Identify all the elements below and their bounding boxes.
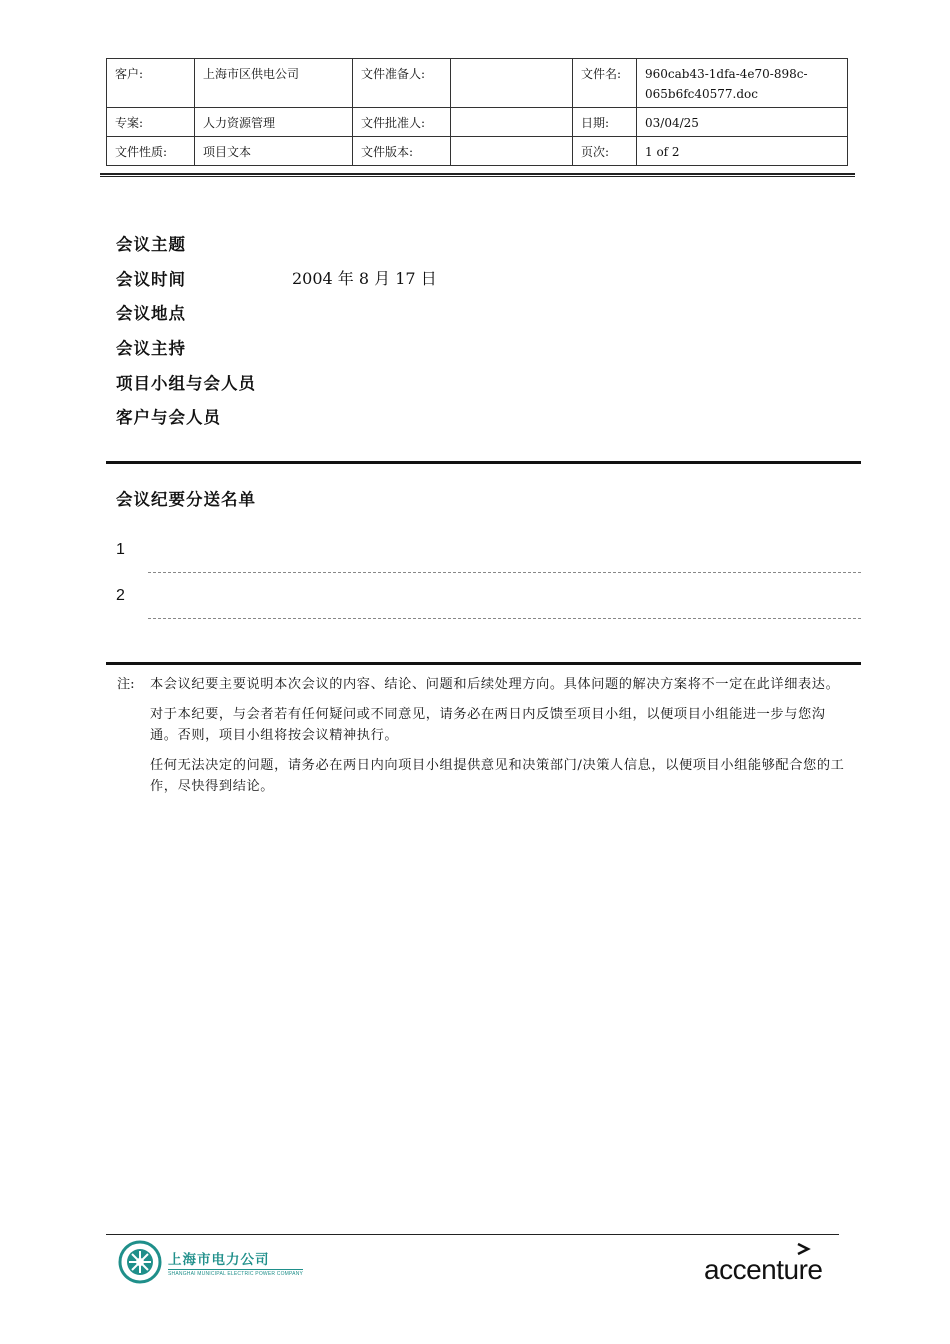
section-divider-top <box>106 461 861 464</box>
document-header-table <box>106 58 848 166</box>
preparer-label: 文件准备人: <box>353 59 451 108</box>
meeting-info <box>116 226 437 434</box>
meeting-topic-label: 会议主题 <box>116 235 186 255</box>
accenture-logo <box>704 1242 834 1286</box>
distribution-item-2: 2 <box>116 587 125 604</box>
note-paragraph-2: 对于本纪要，与会者若有任何疑问或不同意见，请务必在两日内反馈至项目小组，以便项目小组能进一步与您沟通。否则，项目小组将按会议精神执行。 <box>150 707 826 743</box>
client-attendees-row <box>116 399 437 434</box>
meeting-time-label: 会议时间 <box>116 269 186 289</box>
nature-label: 文件性质: <box>107 137 195 166</box>
preparer-value <box>451 59 573 108</box>
approver-value <box>451 108 573 137</box>
shanghai-power-logo <box>118 1240 303 1284</box>
distribution-item-1: 1 <box>116 541 125 558</box>
header-double-rule <box>100 173 855 177</box>
distribution-title: 会议纪要分送名单 <box>116 490 256 509</box>
header-row-2 <box>107 108 848 137</box>
approver-label: 文件批准人: <box>353 108 451 137</box>
team-attendees-label: 项目小组与会人员 <box>116 373 256 393</box>
date-value: 03/04/25 <box>637 108 848 137</box>
power-company-name-en: SHANGHAI MUNICIPAL ELECTRIC POWER COMPANY <box>168 1270 304 1277</box>
meeting-place-row <box>116 295 437 330</box>
power-company-name-cn: 上海市电力公司 <box>168 1251 270 1268</box>
header-row-1 <box>107 59 848 108</box>
note-paragraph-3: 任何无法决定的问题，请务必在两日内向项目小组提供意见和决策部门/决策人信息，以便项目小组能够配合您的工作，尽快得到结论。 <box>150 758 845 794</box>
distribution-line-2 <box>148 618 861 619</box>
meeting-time-value: 2004 年 8 月 17 日 <box>292 269 437 289</box>
filename-line-1: 960cab43-1dfa-4e70-898c- <box>645 67 808 81</box>
meeting-place-label: 会议地点 <box>116 304 186 324</box>
project-value: 人力资源管理 <box>195 108 353 137</box>
meeting-topic-row <box>116 226 437 261</box>
project-label: 专案: <box>107 108 195 137</box>
client-label: 客户: <box>107 59 195 108</box>
version-label: 文件版本: <box>353 137 451 166</box>
notes-lead: 注: <box>117 677 135 692</box>
accenture-wordmark: accenture <box>704 1254 823 1285</box>
header-row-3 <box>107 137 848 166</box>
meeting-time-row <box>116 261 437 296</box>
filename-label: 文件名: <box>573 59 637 108</box>
client-value: 上海市区供电公司 <box>195 59 353 108</box>
filename-value <box>637 59 848 108</box>
accenture-chevron-icon <box>798 1244 808 1254</box>
filename-line-2: 065b6fc40577.doc <box>645 87 758 101</box>
distribution-line-1 <box>148 572 861 573</box>
team-attendees-row <box>116 364 437 399</box>
meeting-host-label: 会议主持 <box>116 339 186 359</box>
date-label: 日期: <box>573 108 637 137</box>
client-attendees-label: 客户与会人员 <box>116 408 221 428</box>
page-value: 1 of 2 <box>637 137 848 166</box>
section-divider-bottom <box>106 662 861 665</box>
notes-section <box>117 674 847 806</box>
page-label: 页次: <box>573 137 637 166</box>
power-company-emblem-icon <box>118 1240 162 1284</box>
meeting-host-row <box>116 330 437 365</box>
version-value <box>451 137 573 166</box>
note-paragraph-1: 本会议纪要主要说明本次会议的内容、结论、问题和后续处理方向。具体问题的解决方案将不一定在此详细表达。 <box>150 677 840 692</box>
nature-value: 项目文本 <box>195 137 353 166</box>
footer-rule <box>106 1234 839 1235</box>
